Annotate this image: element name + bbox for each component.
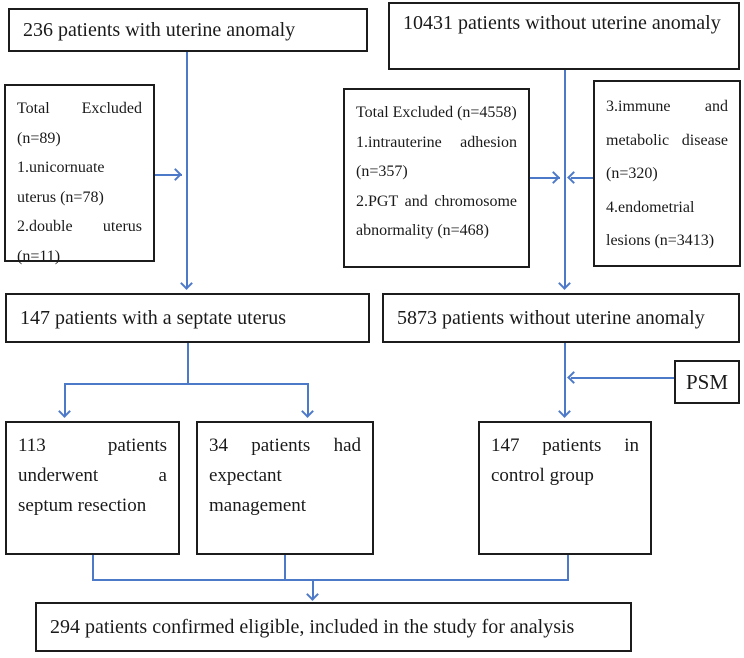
- arrowhead-down-113-icon: [58, 405, 71, 418]
- box-no-uterine-anomaly: [388, 2, 740, 70]
- connector-noanomaly-to-5873-line: [564, 70, 566, 288]
- box-uterine-anomaly-label: 236 patients with uterine anomaly: [23, 18, 296, 41]
- box-psm-label: PSM: [685, 369, 729, 394]
- excluded-right-line: 4.endometrial lesions (n=3413): [606, 198, 715, 250]
- box-control-group: [478, 421, 652, 555]
- excluded-mid-line: Total Excluded (n=4558): [356, 104, 517, 121]
- box-control-group-label: 147 patients in control group: [491, 435, 639, 487]
- box-excluded-mid: [343, 88, 530, 268]
- connector-anomaly-to-septate-line: [186, 52, 188, 288]
- box-final-analysis-label: 294 patients confirmed eligible, included in the study for analysis: [50, 615, 575, 638]
- box-septate-uterus: [5, 293, 370, 343]
- box-final-analysis: [35, 602, 632, 652]
- connector-34-merge-stub-line: [284, 555, 286, 581]
- excluded-mid-line: 2.PGT and chromosome abnormality (n=468): [356, 192, 517, 240]
- box-septate-uterus-label: 147 patients with a septate uterus: [20, 306, 287, 329]
- box-uterine-anomaly: [8, 8, 368, 52]
- box-no-uterine-anomaly-label: 10431 patients without uterine anomaly: [403, 12, 721, 34]
- excluded-right-line: 3.immune and metabolic disease (n=320): [606, 98, 728, 183]
- connector-septate-split-stub-line: [187, 343, 189, 385]
- box-septum-resection-label: 113 patients underwent a septum resection: [18, 435, 167, 517]
- arrowhead-right-excluded-left-icon: [169, 168, 182, 181]
- arrowhead-right-excluded-mid-icon: [547, 171, 560, 184]
- arrowhead-down-34-icon: [301, 405, 314, 418]
- arrowhead-down-5873-icon: [558, 277, 571, 290]
- connector-merge-horizontal-line: [92, 579, 569, 581]
- box-excluded-right: [593, 80, 741, 267]
- box-psm: [674, 360, 740, 404]
- box-without-anomaly-after-exclusion-label: 5873 patients without uterine anomaly: [397, 306, 705, 329]
- excluded-left-line: Total Excluded (n=89): [17, 100, 142, 147]
- excluded-left-line: 2.double uterus (n=11): [17, 218, 142, 265]
- connector-psm-line: [571, 377, 674, 379]
- arrowhead-down-final-icon: [306, 588, 319, 601]
- arrowhead-down-control-icon: [558, 405, 571, 418]
- box-septum-resection: [5, 421, 180, 555]
- connector-control-merge-stub-line: [567, 555, 569, 581]
- box-without-anomaly-after-exclusion: [382, 293, 740, 343]
- arrowhead-left-excluded-right-icon: [567, 171, 580, 184]
- arrowhead-left-psm-icon: [567, 371, 580, 384]
- box-expectant-management-label: 34 patients had expectant management: [209, 435, 361, 517]
- connector-113-merge-stub-line: [92, 555, 94, 581]
- box-expectant-management: [196, 421, 374, 555]
- connector-septate-split-horizontal-line: [64, 383, 309, 385]
- excluded-left-line: 1.unicornuate uterus (n=78): [17, 159, 105, 206]
- box-excluded-left: [4, 84, 155, 265]
- excluded-mid-line: 1.intrauterine adhesion (n=357): [356, 133, 517, 181]
- arrowhead-down-septate-icon: [180, 277, 193, 290]
